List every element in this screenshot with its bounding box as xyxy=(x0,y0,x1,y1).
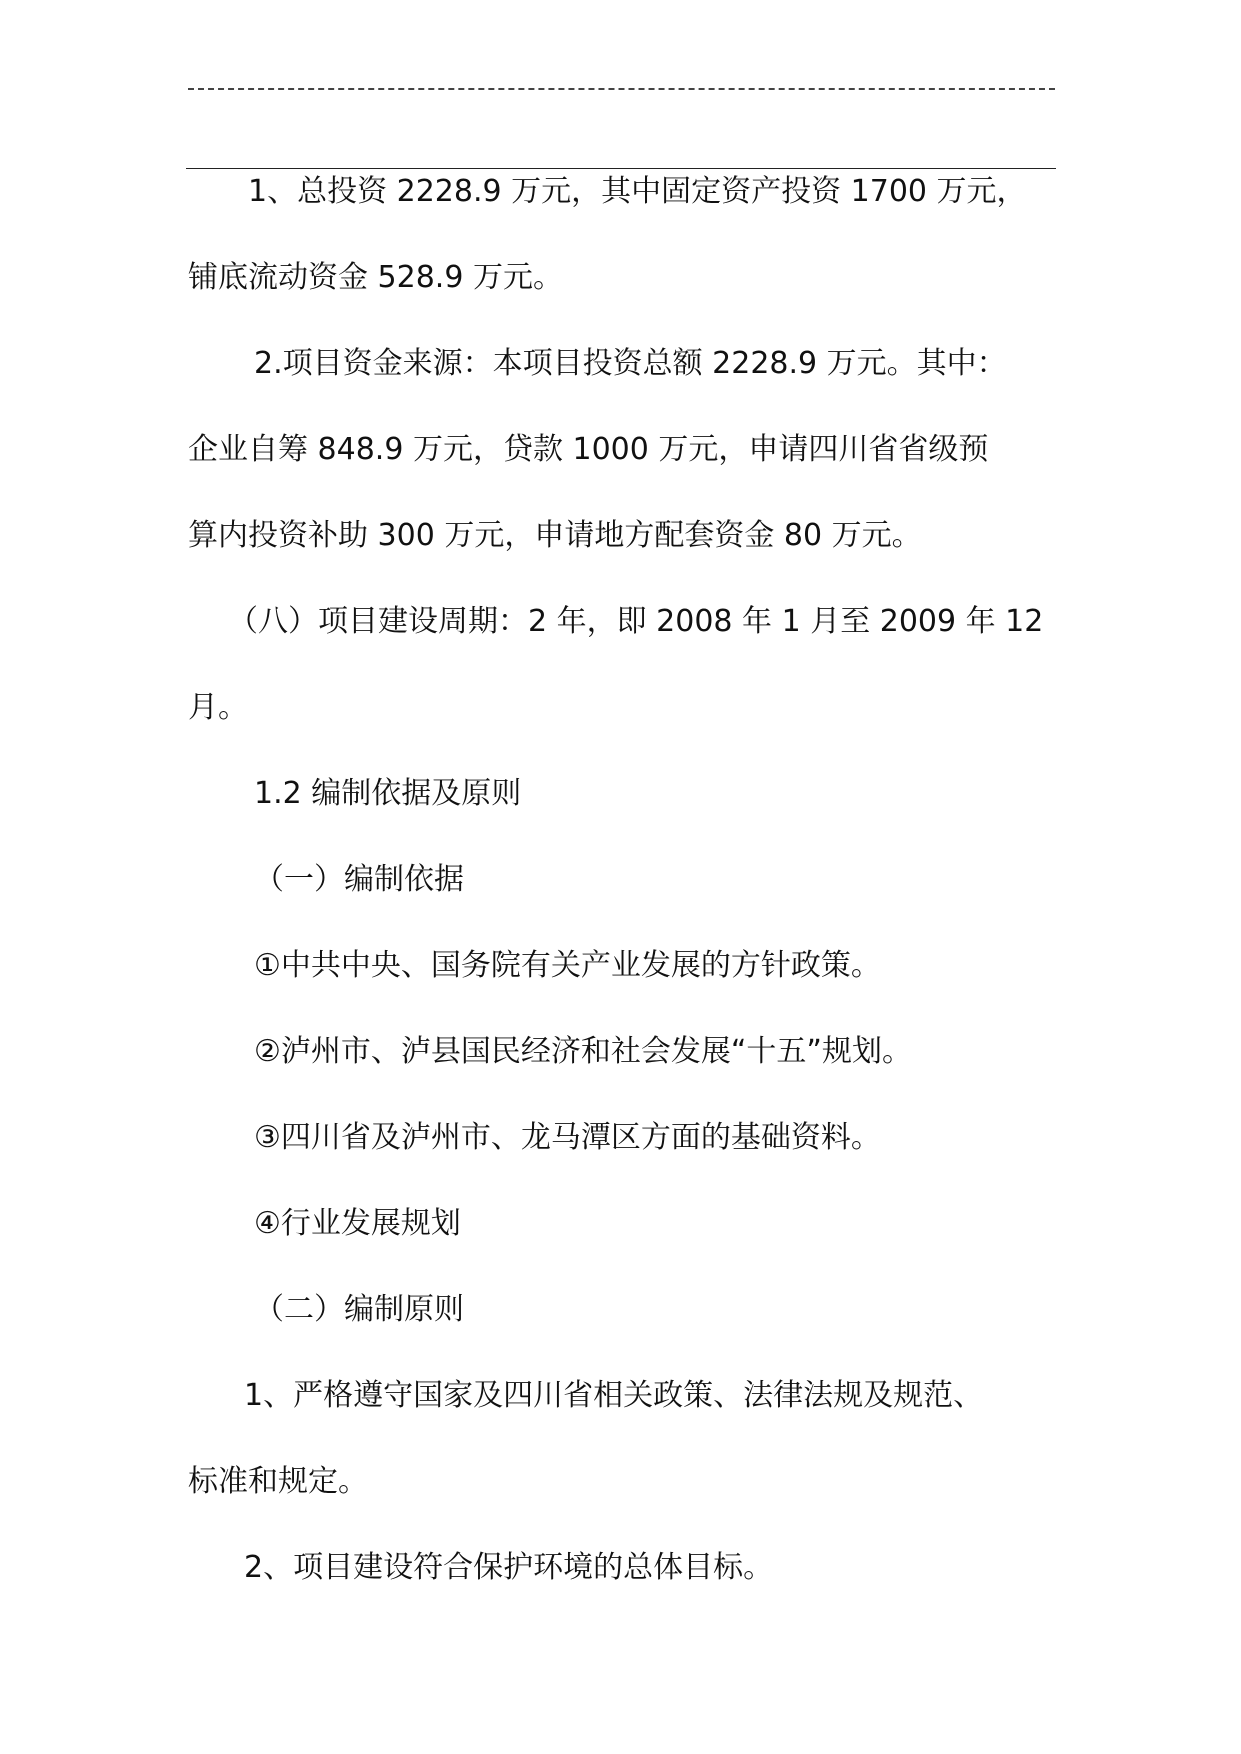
principle-1-line-1: 1、严格遵守国家及四川省相关政策、法律法规及规范、 xyxy=(244,1378,984,1413)
section-heading-1-2: 1.2 编制依据及原则 xyxy=(254,776,522,811)
principle-2: 2、项目建设符合保护环境的总体目标。 xyxy=(244,1550,774,1585)
funding-source-line-1: 2.项目资金来源：本项目投资总额 2228.9 万元。其中： xyxy=(254,346,1007,381)
subheading-principles: （二）编制原则 xyxy=(254,1292,464,1327)
construction-period-line-2: 月。 xyxy=(188,690,248,725)
funding-source-line-3: 算内投资补助 300 万元，申请地方配套资金 80 万元。 xyxy=(188,518,922,553)
subheading-basis: （一）编制依据 xyxy=(254,862,464,897)
basis-item-2: ②泸州市、泸县国民经济和社会发展“十五”规划。 xyxy=(254,1034,912,1069)
investment-total-line-2: 铺底流动资金 528.9 万元。 xyxy=(188,260,563,295)
construction-period-line-1: （八）项目建设周期：2 年，即 2008 年 1 月至 2009 年 12 xyxy=(228,604,1044,639)
basis-item-3: ③四川省及泸州市、龙马潭区方面的基础资料。 xyxy=(254,1120,881,1155)
investment-total-line-1: 1、总投资 2228.9 万元，其中固定资产投资 1700 万元， xyxy=(248,174,1027,209)
basis-item-1: ①中共中央、国务院有关产业发展的方针政策。 xyxy=(254,948,881,983)
funding-source-line-2: 企业自筹 848.9 万元，贷款 1000 万元，申请四川省省级预 xyxy=(188,432,989,467)
principle-1-line-2: 标准和规定。 xyxy=(188,1464,368,1499)
header-rule xyxy=(188,88,1055,90)
top-rule xyxy=(186,168,1056,169)
basis-item-4: ④行业发展规划 xyxy=(254,1206,461,1241)
